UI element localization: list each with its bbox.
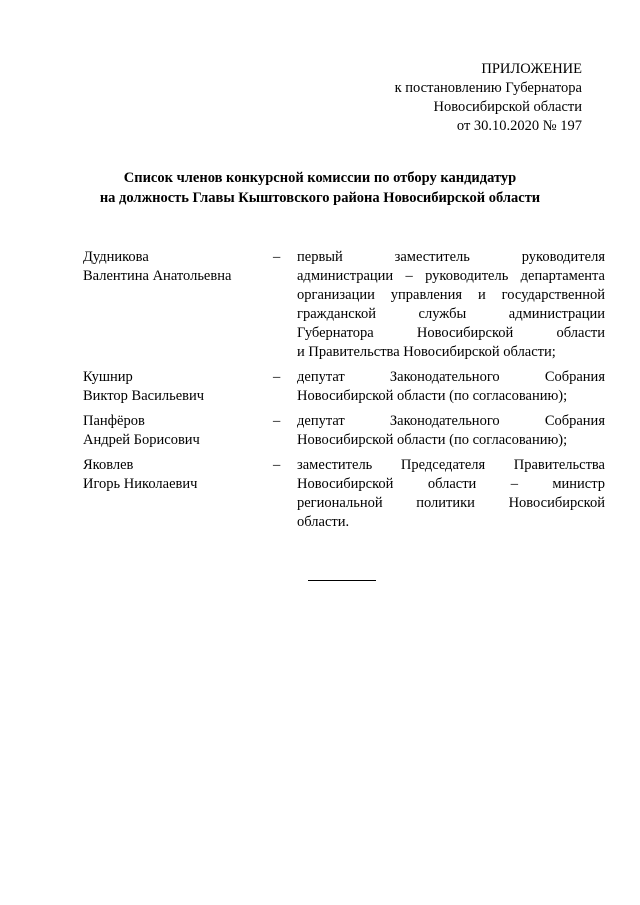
dash-separator: – [273, 457, 281, 473]
dash-separator: – [273, 369, 281, 385]
members-list [83, 248, 605, 538]
role-line: региональной политики Новосибирской [297, 495, 605, 511]
role-line: первый заместитель руководителя [297, 249, 605, 265]
role-line: администрации – руководитель департамента [297, 268, 605, 284]
role-line: депутат Законодательного Собрания [297, 369, 605, 385]
member-surname: Панфёров [83, 413, 145, 429]
dash-separator: – [273, 249, 281, 265]
title-line-2: на должность Главы Кыштовского района Новосибирской области [99, 190, 541, 206]
document-title [0, 168, 640, 208]
member-given-name: Игорь Николаевич [83, 476, 198, 492]
appendix-label: ПРИЛОЖЕНИЕ [481, 61, 582, 77]
appendix-region: Новосибирской области [433, 99, 582, 115]
member-role [297, 248, 605, 362]
member-surname: Яковлев [83, 457, 134, 473]
role-line: Новосибирской области (по согласованию); [297, 432, 568, 448]
appendix-header [395, 60, 582, 136]
role-line: заместитель Председателя Правительства [297, 457, 605, 473]
member-role [297, 368, 605, 406]
role-line: депутат Законодательного Собрания [297, 413, 605, 429]
member-surname: Кушнир [83, 369, 133, 385]
end-separator-line [308, 580, 376, 581]
member-surname: Дудникова [83, 249, 149, 265]
member-row [83, 412, 605, 450]
role-line: Губернатора Новосибирской области [297, 325, 605, 341]
member-given-name: Виктор Васильевич [83, 388, 205, 404]
title-line-1: Список членов конкурсной комиссии по отбору кандидатур [123, 170, 517, 186]
role-line: и Правительства Новосибирской области; [297, 344, 556, 360]
role-line: Новосибирской области – министр [297, 476, 605, 492]
appendix-reference: к постановлению Губернатора [394, 80, 582, 96]
member-role [297, 412, 605, 450]
member-given-name: Андрей Борисович [83, 432, 200, 448]
member-role [297, 456, 605, 532]
role-line: области. [297, 514, 350, 530]
role-line: организации управления и государственной [297, 287, 605, 303]
dash-separator: – [273, 413, 281, 429]
role-line: гражданской службы администрации [297, 306, 605, 322]
member-row [83, 368, 605, 406]
role-line: Новосибирской области (по согласованию); [297, 388, 568, 404]
member-name [83, 248, 273, 362]
member-name [83, 412, 273, 450]
appendix-date-number: от 30.10.2020 № 197 [456, 118, 582, 134]
member-name [83, 368, 273, 406]
member-row [83, 248, 605, 362]
member-name [83, 456, 273, 532]
member-given-name: Валентина Анатольевна [83, 268, 232, 284]
member-row [83, 456, 605, 532]
